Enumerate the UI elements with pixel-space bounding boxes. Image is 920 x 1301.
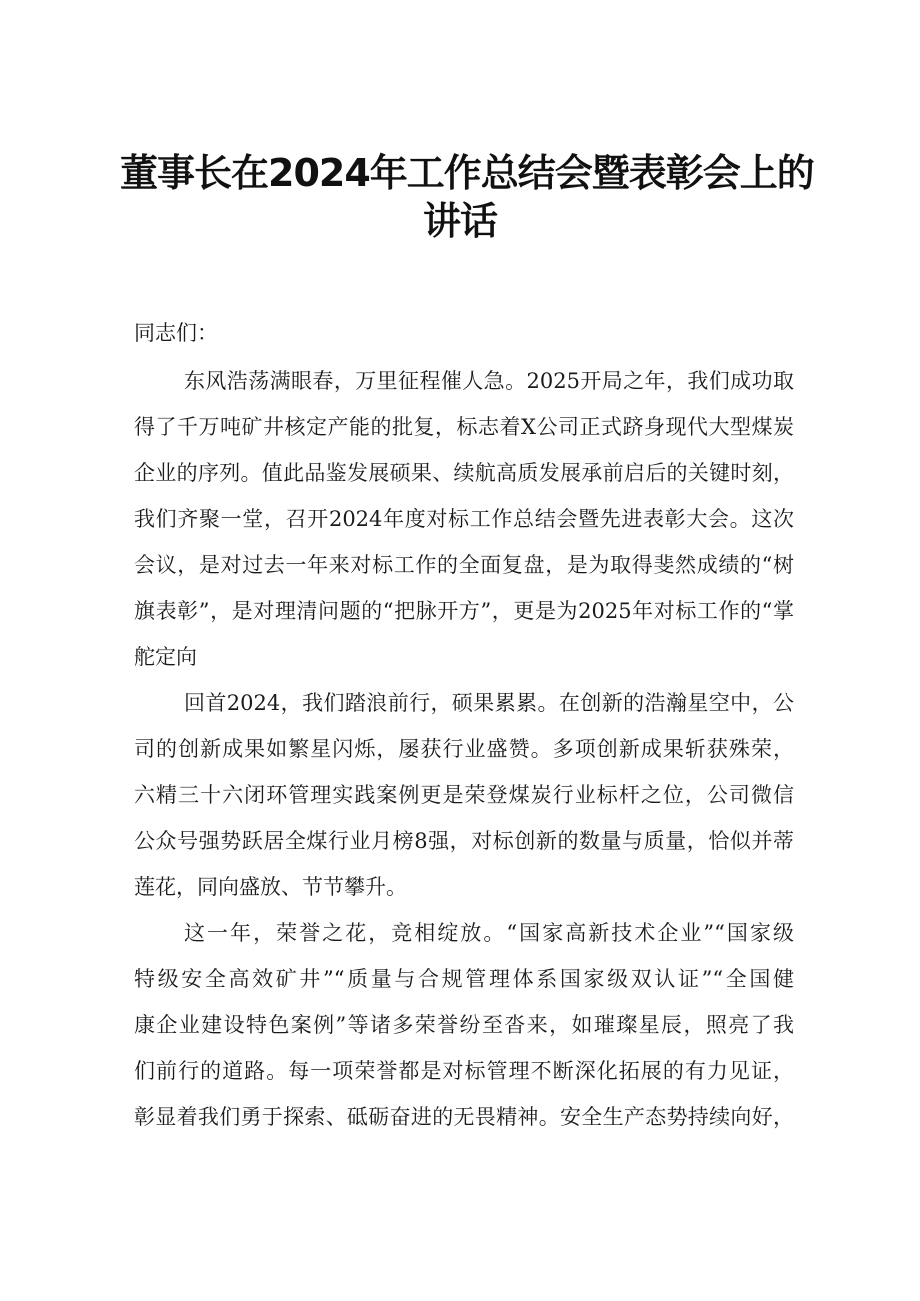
paragraph-line: 企业的序列。值此品鉴发展硕果、续航高质发展承前启后的关键时刻， bbox=[134, 461, 794, 485]
paragraph-line: 我们齐聚一堂，召开2024年度对标工作总结会暨先进表彰大会。这次 bbox=[134, 507, 794, 531]
paragraph-line: 六精三十六闭环管理实践案例更是荣登煤炭行业标杆之位，公司微信 bbox=[134, 783, 794, 807]
paragraph-line: 舵定向 bbox=[134, 645, 197, 669]
paragraph-line: 们前行的道路。每一项荣誉都是对标管理不断深化拓展的有力见证， bbox=[134, 1059, 794, 1083]
paragraph-line: 莲花，同向盛放、节节攀升。 bbox=[134, 875, 407, 899]
document-title-line-1: 董事长在2024年工作总结会暨表彰会上的 bbox=[120, 151, 814, 195]
paragraph-line: 司的创新成果如繁星闪烁，屡获行业盛赞。多项创新成果斩获殊荣， bbox=[134, 737, 794, 761]
paragraph-line: 东风浩荡满眼春，万里征程催人急。2025开局之年，我们成功取 bbox=[184, 369, 794, 393]
salutation: 同志们： bbox=[134, 321, 218, 345]
paragraph-line: 旗表彰”，是对理清问题的“把脉开方”，更是为2025年对标工作的“掌 bbox=[134, 599, 794, 623]
paragraph-line: 公众号强势跃居全煤行业月榜8强，对标创新的数量与质量，恰似并蒂 bbox=[134, 829, 794, 853]
paragraph-line: 会议，是对过去一年来对标工作的全面复盘，是为取得斐然成绩的“树 bbox=[134, 553, 794, 577]
paragraph-line: 康企业建设特色案例”等诸多荣誉纷至沓来，如璀璨星辰，照亮了我 bbox=[134, 1013, 794, 1037]
paragraph-line: 特级安全高效矿井”“质量与合规管理体系国家级双认证”“全国健 bbox=[134, 967, 794, 991]
paragraph-line: 回首2024，我们踏浪前行，硕果累累。在创新的浩瀚星空中，公 bbox=[184, 691, 794, 715]
document-title-line-2: 讲话 bbox=[422, 199, 497, 243]
paragraph-line: 这一年，荣誉之花，竞相绽放。“国家高新技术企业”“国家级 bbox=[184, 921, 794, 945]
paragraph-line: 彰显着我们勇于探索、砥砺奋进的无畏精神。安全生产态势持续向好， bbox=[134, 1105, 794, 1129]
paragraph-line: 得了千万吨矿井核定产能的批复，标志着X公司正式跻身现代大型煤炭 bbox=[134, 415, 794, 439]
